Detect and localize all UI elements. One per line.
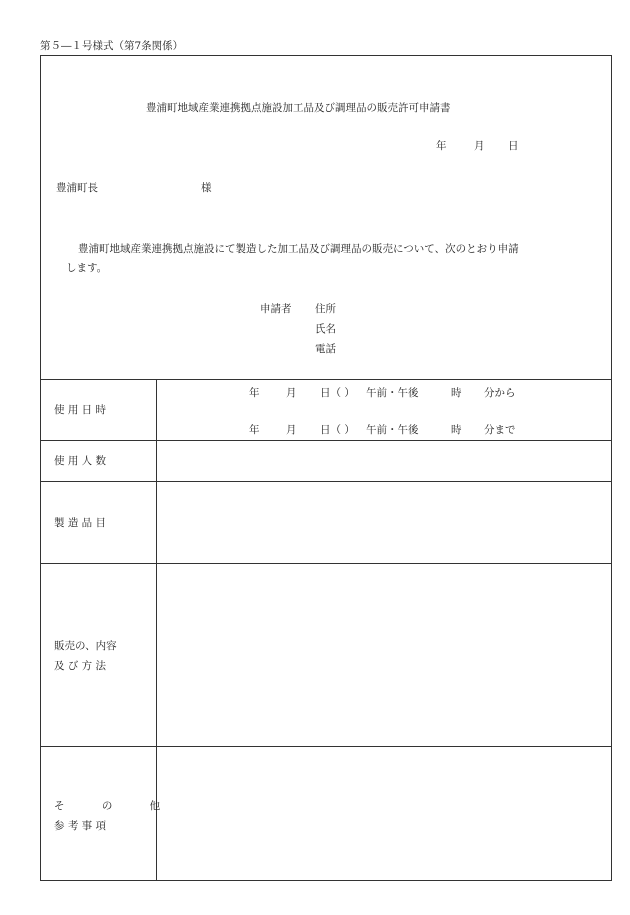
other-field[interactable] [158,748,610,879]
addressee-honorific: 様 [201,182,212,194]
other-label-line1-text: そ の 他 [54,800,178,812]
users-count-field[interactable] [158,442,610,480]
usage-start-month: 月 [286,387,297,399]
usage-end-ampm: 午前・午後 [366,424,419,436]
table-top-border [40,379,612,380]
usage-start-day: 日（ ） [320,387,355,399]
usage-end-hour: 時 [451,424,462,436]
row-divider-4 [40,746,612,747]
form-title: 豊浦町地域産業連携拠点施設加工品及び調理品の販売許可申請書 [146,102,451,114]
sales-method-field[interactable] [158,565,610,745]
products-label: 製 造 品 目 [54,517,107,529]
other-label-line1 [54,800,178,812]
date-day-label: 日 [508,140,519,152]
body-text-line2: します。 [66,262,108,274]
usage-end-minute: 分まで [484,424,516,436]
usage-start-year: 年 [249,387,260,399]
date-month-label: 月 [474,140,485,152]
applicant-phone-label: 電話 [315,343,336,355]
body-text-line1: 豊浦町地域産業連携拠点施設にて製造した加工品及び調理品の販売について、次のとおり申請 [78,243,519,255]
row-divider-2 [40,481,612,482]
usage-end-year: 年 [249,424,260,436]
date-year-label: 年 [436,140,447,152]
sales-method-label-line2: 及 び 方 法 [54,660,107,672]
usage-start-minute: 分から [484,387,516,399]
products-field[interactable] [158,483,610,562]
applicant-address-label: 住所 [315,303,336,315]
row-divider-1 [40,440,612,441]
usage-datetime-label: 使 用 日 時 [54,404,107,416]
applicant-label: 申請者 [260,303,292,315]
usage-end-day: 日（ ） [320,424,355,436]
addressee-name: 豊浦町長 [56,182,98,194]
users-count-label: 使 用 人 数 [54,455,107,467]
sales-method-label-line1: 販売の、内容 [54,640,117,652]
row-divider-3 [40,563,612,564]
usage-end-month: 月 [286,424,297,436]
usage-start-ampm: 午前・午後 [366,387,419,399]
applicant-name-label: 氏名 [315,323,336,335]
form-number: 第５―１号様式（第7条関係） [40,40,184,52]
other-label-line2: 参 考 事 項 [54,820,107,832]
usage-start-hour: 時 [451,387,462,399]
